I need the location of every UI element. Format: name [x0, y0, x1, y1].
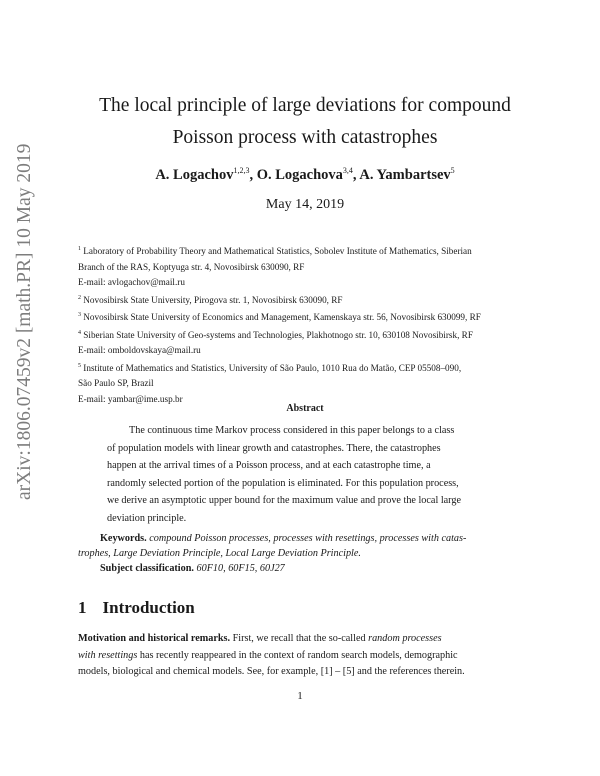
- abstract-line: The continuous time Markov process considered in this paper belongs to a class: [129, 425, 455, 436]
- keywords-line: Keywords. compound Poisson processes, processes with resettings, processes with catas-: [100, 533, 467, 544]
- abstract-line: happen at the arrival times of a Poisson process, and at each catastrophe time, a: [107, 460, 431, 471]
- author-affil-sup: 5: [450, 166, 455, 175]
- affiliation-line: $^1$ Laboratory of Probability Theory and Mathematical Statistics, Sobolev Institute of Mathematics, Siberian: [78, 246, 472, 257]
- author-list: A. Logachov$^{1,2,3}$, O. Logachova$^{3,4}$, A. Yambartsev$^5$: [155, 166, 455, 183]
- paragraph-line: models, biological and chemical models. See, for example, [1] – [5] and the references therein.: [78, 666, 465, 677]
- author-name: A. Logachov: [155, 166, 234, 183]
- affiliation-email: E-mail: yambar@ime.usp.br: [78, 393, 183, 404]
- author-name: O. Logachova: [256, 166, 343, 183]
- affiliation-line: $^2$ Novosibirsk State University, Pirogova str. 1, Novosibirsk 630090, RF: [78, 294, 343, 305]
- subject-classification: Subject classification. 60F10, 60F15, 60J27: [100, 563, 285, 574]
- section-heading: [78, 598, 211, 618]
- author-affil-sup: 3,4: [342, 166, 353, 175]
- abstract-line: we derive an asymptotic upper bound for the maximum value and prove the local large: [107, 495, 461, 506]
- abstract-line: of population models with linear growth and catastrophes. There, the catastrophes: [107, 442, 441, 454]
- abstract-body: [107, 422, 507, 527]
- section-number: 1: [78, 598, 87, 617]
- keywords-block: [78, 531, 548, 576]
- page-number: 1: [297, 690, 303, 702]
- abstract-heading: Abstract: [286, 403, 324, 414]
- author-name: A. Yambartsev: [359, 166, 451, 183]
- affiliations: [78, 242, 548, 407]
- affiliation-line: São Paulo SP, Brazil: [78, 378, 154, 389]
- affiliation-line: $^5$ Institute of Mathematics and Statistics, University of São Paulo, 1010 Rua do Matão, CEP 05508–090,: [78, 362, 462, 373]
- paragraph-line: Motivation and historical remarks. First, we recall that the so-called random processes: [78, 633, 442, 644]
- section-title: Introduction: [102, 598, 195, 617]
- intro-paragraph: [78, 631, 548, 681]
- affiliation-email: E-mail: omboldovskaya@mail.ru: [78, 345, 201, 356]
- keywords-line: trophes, Large Deviation Principle, Local Large Deviation Principle.: [78, 548, 361, 559]
- abstract-line: deviation principle.: [107, 512, 187, 524]
- title-line-2: Poisson process with catastrophes: [172, 127, 438, 148]
- affiliation-line: Branch of the RAS, Koptyuga str. 4, Novosibirsk 630090, RF: [78, 261, 305, 272]
- paper-date: May 14, 2019: [265, 197, 345, 212]
- paragraph-line: with resettings has recently reappeared in the context of random search models, demographic: [78, 649, 458, 661]
- paper-title: [60, 90, 550, 154]
- affiliation-line: $^3$ Novosibirsk State University of Economics and Management, Kamenskaya str. 56, Novosibirsk 630099, RF: [78, 312, 481, 323]
- author-affil-sup: 1,2,3: [233, 166, 250, 175]
- title-line-1: The local principle of large deviations for compound: [99, 95, 511, 116]
- affiliation-line: $^4$ Siberian State University of Geo-systems and Technologies, Plakhotnogo str. 10, 630108 Novosibirsk, RF: [78, 329, 473, 340]
- affiliation-email: E-mail: avlogachov@mail.ru: [78, 277, 185, 288]
- abstract-line: randomly selected portion of the population is eliminated. For this population process,: [107, 477, 459, 489]
- keywords-label: Keywords.: [100, 533, 147, 544]
- arxiv-sidebar-stamp: arXiv:1806.07459v2 [math.PR] 10 May 2019: [14, 143, 35, 500]
